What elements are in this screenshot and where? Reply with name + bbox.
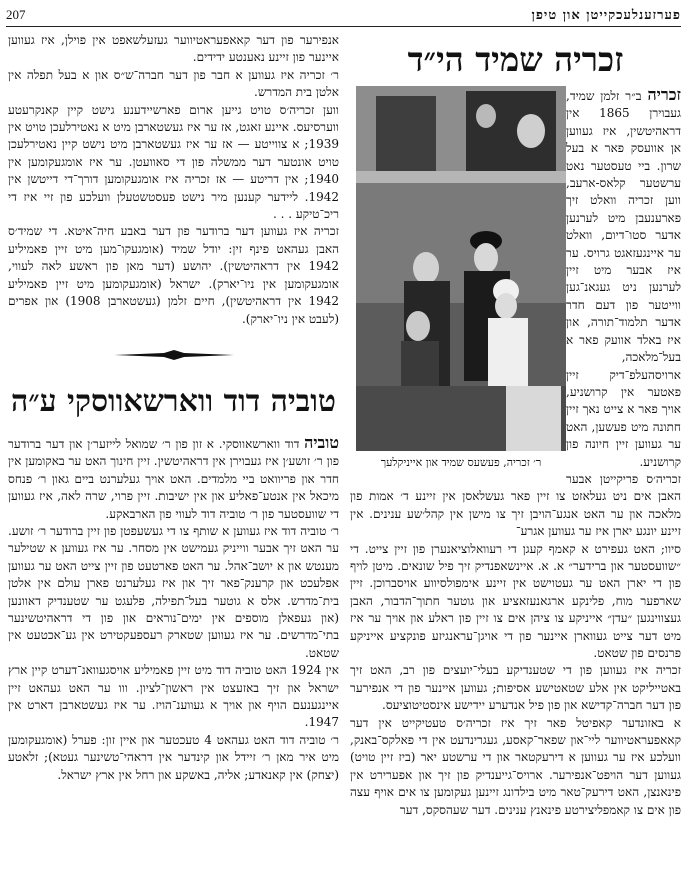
paragraph: ר׳ טוביה דוד האט געהאט 4 טעכטער און איין זון: פערל (אומגעקומען מיט איר מאן ר׳ זיידל און קינדער אין דראהי־טשינער געטא); זלאטע (יצחק) אין קאנאדע; אליה, באשקע און רחל אין ארץ ישראל.: [8, 732, 340, 782]
paragraph: טוביה דוד ווארשאווסקי. א זון פון ר׳ שמואל לייזער׳ן און דער ברודער פון ר׳ זושע׳ן איז געבוירן אין דראהיטשין. זיין חינוך האט ער באקומען אין חדר און פריוואט ביי מלמדים. האט אויך געלערנט ביים גאון ר׳ פנחס מיכאל אין אנטע־פאליע און אין ישיבות. זיין פרוי, שרה לאה, איז געווען די שוועסטער פון ר׳ טוביה דוד לעווי פון הארבאקע.: [8, 432, 339, 521]
photo-caption: ר׳ זכריה, פעשעס שמיד און אייניקלעך: [380, 456, 542, 469]
article-title: זכריה שמיד הי״ד: [407, 40, 624, 79]
paragraph: זכריה ב״ר זלמן שמיד, געבוירן 1865 אין דראהיטשין, איז געווען אן אוועסק פאר א בעל שרון. ביי טעסטער נאט ערשטער קלאס-ארעב, ווען זכריה וואלט זיך פארענעבן מיט לערנען אדער סטו־דיום, וואלט ער איינגעזאגט גרויס. ער איז אבער מיט זיין לערנען ניט געגאנ־גען ווייטער פון דעם חדר אדער תלמוד־תורה, און איז באלד אוועק פאר א בעל־מלאכה, ארויסהעלפ־דיק זיין פאטער אין קרושניע, אויך פאר א צייט נאך זיין חתונה מיט פעשען, האט ער געווען זיין חיונה פון קרושניע.: [566, 85, 681, 469]
paragraph: ר׳ טוביה דוד איז געווען א שותף צו די געשעפטן פון זיין ברודער ר׳ זושע. ער האט זיך אבער ווייניק געמישט אין מסחר. ער איז געווען א שטילער מענטש און א יושב־אהל. ער האט פארטעט פון זיין צייט האט ער געווען אפלעכט און קרענק־פאר זיך און איז געלערנט פארן עולם אין אלטן בית־מדרש. אלס א גוטער בעל־תפילה, פלעגט ער שטענדיק דאוונען (און געפאלן מוספים אין ימים־נוראים און פון די דראהיטשינער בתי־מדרשים. ער איז געווען שטארק רעספעקטירט אין גע־אכטעט אין שטאט.: [8, 523, 339, 660]
page-number: 207: [6, 7, 26, 22]
article-title: טוביה דוד ווארשאווסקי ע״ה: [10, 383, 337, 419]
paragraph: ווען זכריה׳ס טויט גייען ארום פארשיידענע גישט קיין קאנקרעטע ווערסיעס. איינע זאגט, אז ער איז געשטארבן מיט א נאטירלעכן טויט אין 1939; א צווייטע — אז ער איז געשטארבן מיט נישט קיין נאטירלעכן טויט אונטער דער ממשלה פון די סאוועטן. ער איז אומגעקומען אין 1940; אין דריטע — אז זכריה איז אומגעקומען דורך־די דייטשן אין 1942. ליידער קענען מיר נישט פעסטשטעלן וועלכע פון זיי איז די ריכ־טיקע . . .: [8, 102, 339, 222]
running-title: פערזענלעכקייטן און טיפן: [531, 8, 681, 23]
paragraph: אנפירער פון דער קאאפעראטיווער געזעלשאפט אין פוילן, איז געווען איינער פון זיינע נאענטע ידידים.: [8, 33, 339, 65]
paragraph: זכריה איז געווען דער ברודער פון דער באבע חיה־איטא. די שמיד׳ס האבן געהאט פינף זין: יודל שמיד (אומגעקו־מען מיט זיין פאמיליע 1942 אין דראהיטשין). יהושע (דער מאן פון ראשע לאה לעווי, אומגעקומען אין ניו־יארק). ישראל (אומגעקומען מיט זיין פאמיליע 1942 אין דראהיטשין), חיים זלמן (געשטארבן 1908) און אפרים (לעבט אין ניו־יארק).: [8, 224, 339, 326]
section-divider: [114, 350, 234, 360]
page-header: [6, 4, 681, 27]
right-column: [350, 32, 681, 819]
lead-word: טוביה: [304, 432, 339, 452]
paragraph: סיוו; האט געפירט א קאמף קעגן די רעוואלוציאנערן פון זיין צייט. די ״שוועסטער און ברידער״ א. א. איינשאפנדיק זיך פיל שונאים. מיטן לויף פון די יארן האט ער געטוישט אין זיינע אימפולסיווע אויסברוכן. זיין שארפער מוח, פלינקע ארגאנעזאציע און גוטער חתוך־הדבור, האבן געצווינגען ״עדן״ אייניקע צו ציהן אים צו זיין פון ראלע און אויך ער איז מיט דער צייט געווארן איינער פון די אויגן־עראנגיזע פונקציע אייניקע פרנסים פון שטאט.: [350, 541, 681, 660]
left-column: [8, 32, 339, 784]
paragraph: ר׳ זכריה איז געווען א חבר פון דער חברה־ש״ס און א בעל תפלה אין אלטן בית המדרש.: [8, 67, 339, 100]
lead-word: זכריה: [647, 85, 681, 104]
paragraph: זכריה׳ס פריקייטן אבער האבן אים ניט געלאזט צו זיין פאר געשלאסן אין זיינע ד׳ אמות פון מלאכה און ער האט אנגע־הויבן זיך צו מישן אין קהל׳שע ענינים. אין זיינע יונגע יארן איז ער געווען אגרע־: [350, 471, 681, 539]
paragraph: זכריה איז געווען פון די שטענדיקע בעלי־יועצים פון רב, האט זיך באטייליקט אין אלע שטאטישע אסיפות; געווען איינער פון די אנפירער פון דער חברה־קדישא און פון פיל אנדערע יידישע אינסטיטוציעס.: [350, 663, 681, 713]
paragraph: א באזונדער קאפיטל פאר זיך איז זכריה׳ס טעטיקייט אין דער קאאפעראטיווער ליי־און שפאר־קאסע, געגרינדעט אין די פאלקס־באנק, וועלכע איז ער געווען א דירעקטאר און די ערשטע יאר (ביז זיין טויט) געווען דער הויפט־אנפירער. ארויס־גייענדיק פון זיך און אפערירט אין פינאנצן, האט דירעק־טאר מיט בילדונג זיינען געקומען צו אים אויף עצה פון אים צו קאמפליצירטע פינאנץ ענינים. דער שעהסקס, דער: [350, 715, 681, 817]
photo-block: [356, 86, 566, 471]
paragraph: אין 1924 האט טוביה דוד מיט זיין פאמיליע אויסגעוואנ־דערט קיין ארץ ישראל און זיך באזעצט אין ראשון־לציון. ווו ער האט געהאט זיין איינגענעם הויף און אויך א געווענ־הויז. ער איז געשטארבן דארט אין 1947.: [8, 663, 339, 730]
family-photo: [356, 86, 566, 451]
